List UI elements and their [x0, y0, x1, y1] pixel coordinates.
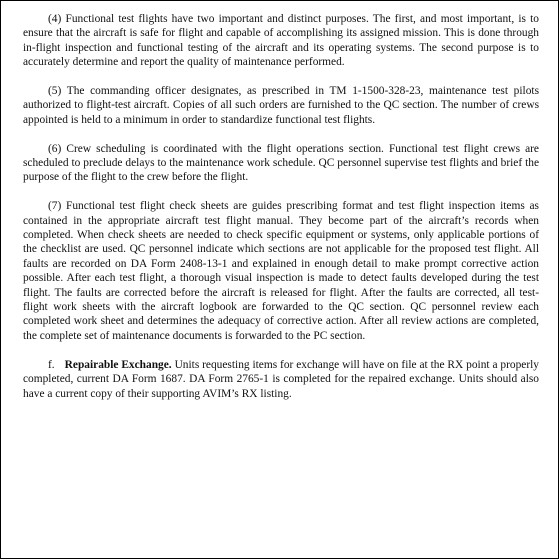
paragraph-text: Functional test flight check sheets are guides prescribing format and test flight inspection items as contained in the appropriate aircraft test flight manual. They become part of the aircraft’s records when completed. When check sheets are needed to check specific equipment or systems, only applicable portions of the checklist are used. QC personnel indicate which sections are not applicable for the proposed test flight. All faults are recorded on DA Form 2408-13-1 and explained in enough detail to make prompt corrective action possible. After each test flight, a thorough visual inspection is made to detect faults developed during the test flight. The faults are corrected before the aircraft is released for flight. After the faults are corrected, all test-flight work sheets with the aircraft logbook are forwarded to the QC section. QC personnel review each completed work sheet and determines the adequacy of corrective action. After all review actions are completed, the complete set of maintenance documents is forwarded to the PC section.	[23, 200, 539, 342]
section-text: Units requesting items for exchange will have on file at the RX point a properly completed, current DA Form 1687. DA Form 2765-1 is completed for the repaired exchange. Units should also have a current copy of their supporting AVIM’s RX listing.	[23, 358, 539, 400]
section-heading: Repairable Exchange.	[64, 358, 172, 371]
paragraph-text: Functional test flights have two important and distinct purposes. The first, and most important, is to ensure that the aircraft is safe for flight and capable of accomplishing its assigned mission. This is done through in-flight inspection and functional testing of the aircraft and its operating systems. The second purpose is to accurately determine and report the quality of maintenance performed.	[23, 13, 539, 69]
paragraph-number: (5)	[48, 85, 62, 98]
paragraph-5	[23, 84, 539, 127]
paragraph-number: (6)	[48, 142, 62, 155]
paragraph-7	[23, 199, 539, 343]
paragraph-4	[23, 12, 539, 70]
paragraph-number: (4)	[48, 13, 62, 25]
section-f-repairable-exchange	[23, 358, 539, 401]
paragraph-number: (7)	[48, 200, 62, 213]
paragraph-text: Crew scheduling is coordinated with the flight operations section. Functional test flight crews are scheduled to preclude delays to the maintenance work schedule. QC personnel supervise test flights and brief the purpose of the flight to the crew before the flight.	[23, 142, 539, 184]
section-letter: f.	[48, 358, 55, 371]
document-body	[23, 12, 539, 415]
paragraph-6	[23, 142, 539, 185]
paragraph-text: The commanding officer designates, as prescribed in TM 1-1500-328-23, maintenance test pilots authorized to flight-test aircraft. Copies of all such orders are furnished to the QC section. The number of crews appointed is held to a minimum in order to standardize functional test flights.	[23, 85, 539, 126]
